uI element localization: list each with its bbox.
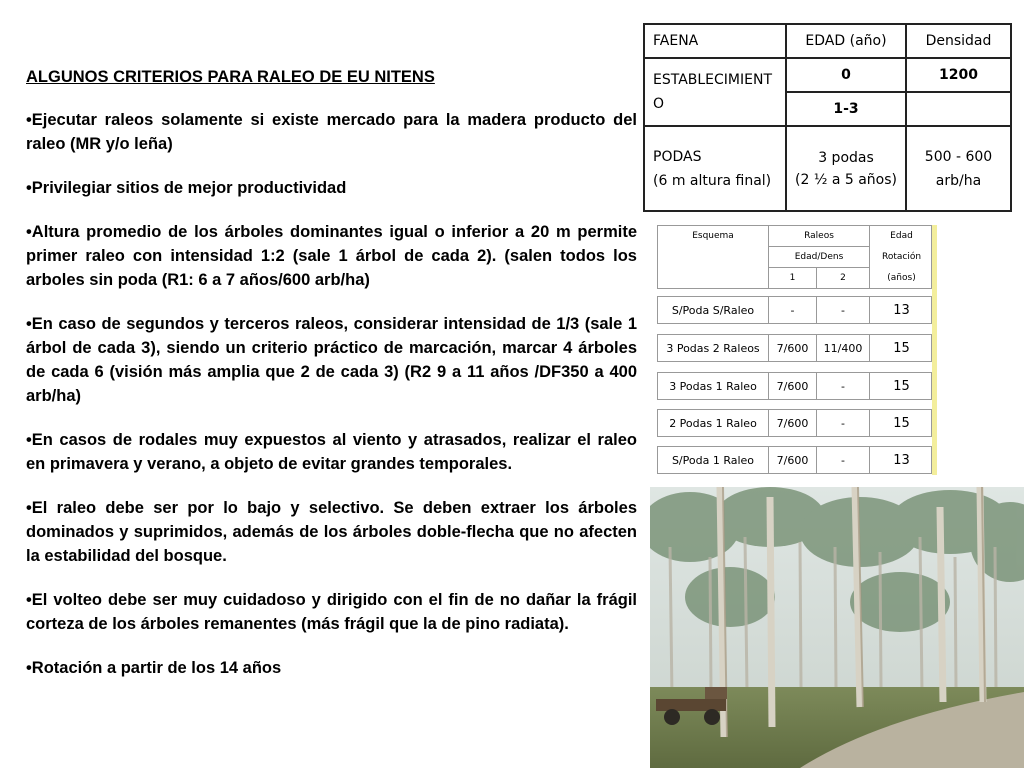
header-edad-dens: Edad/Dens [768,247,869,268]
criteria-bullet: •Altura promedio de los árboles dominantes igual o inferior a 20 m permite primer raleo con intensidad 1:2 (sale 1 árbol de cada 2). (salen todos los arboles sin poda (R1: 6 a 7 años/600 arb/ha) [26,223,637,289]
empty-density-cell [906,92,1011,126]
forest-illustration [650,487,1024,768]
row-raleo-1: 7/600 [768,410,816,436]
header-raleo-1: 1 [768,268,816,288]
eucalyptus-forest-photo [650,487,1024,768]
row-edad: 15 [869,335,933,361]
row-edad: 13 [869,447,933,473]
criteria-bullet: •El raleo debe ser por lo bajo y selectivo. Se deben extraer los árboles dominados y suprimidos, además de los árboles doble-flecha que no afecten la estabilidad del bosque. [26,499,637,565]
row-raleo-2: - [816,410,869,436]
podas-label: PODAS (6 m altura final) [644,126,786,211]
header-densidad: Densidad [906,24,1011,58]
faena-table [643,23,1012,212]
schema-header [657,225,932,289]
header-raleo-2: 2 [816,268,869,288]
row-raleo-1: 7/600 [768,447,816,473]
schema-row [657,296,932,324]
podas-density: 500 - 600 arb/ha [906,126,1011,211]
criteria-bullet: •Rotación a partir de los 14 años [26,659,282,677]
row-edad: 15 [869,373,933,399]
row-raleo-1: 7/600 [768,373,816,399]
header-edad: EDAD (año) [786,24,906,58]
row-esquema: S/Poda 1 Raleo [671,453,755,467]
header-faena: FAENA [644,24,786,58]
criteria-bullet: •En casos de rodales muy expuestos al viento y atrasados, realizar el raleo en primavera y verano, a objeto de evitar grandes temporales. [26,431,637,473]
criteria-bullet: •En caso de segundos y terceros raleos, considerar intensidad de 1/3 (sale 1 árbol de cada 3), siendo un criterio práctico de marcación, marcar 4 árboles de cada 6 (visión más amplia que 2 de cada 3) (R2 9 a 11 años /DF350 a 400 arb/ha) [26,315,637,405]
row-edad: 13 [869,297,933,323]
establecimiento-label: ESTABLECIMIENTO [644,58,786,126]
podas-age: 3 podas (2 ½ a 5 años) [786,126,906,211]
row-esquema: 2 Podas 1 Raleo [669,416,757,430]
criteria-title: ALGUNOS CRITERIOS PARA RALEO DE EU NITENS [26,68,435,86]
establecimiento-density: 1200 [906,58,1011,92]
establecimiento-age-1: 1-3 [786,92,906,126]
establecimiento-age-0: 0 [786,58,906,92]
header-rotacion: Rotación [869,247,933,268]
row-raleo-2: - [816,297,869,323]
row-esquema: 3 Podas 2 Raleos [666,341,760,355]
criteria-bullet: •Ejecutar raleos solamente si existe mercado para la madera producto del raleo (MR y/o leña) [26,111,637,153]
schema-row [657,446,932,474]
schema-row [657,334,932,362]
criteria-text-block [26,66,637,700]
row-raleo-1: - [768,297,816,323]
row-esquema: 3 Podas 1 Raleo [669,379,757,393]
header-raleos: Raleos [768,226,869,247]
row-esquema: S/Poda S/Raleo [671,303,755,317]
row-raleo-1: 7/600 [768,335,816,361]
schema-row [657,372,932,400]
schema-row [657,409,932,437]
header-esquema: Esquema [692,231,734,241]
header-edad-rot: Edad [869,226,933,247]
criteria-bullet: •Privilegiar sitios de mejor productividad [26,179,347,197]
row-raleo-2: 11/400 [816,335,869,361]
row-raleo-2: - [816,447,869,473]
header-anos: (años) [869,268,933,288]
row-edad: 15 [869,410,933,436]
row-raleo-2: - [816,373,869,399]
schema-table [657,225,937,475]
criteria-bullet: •El volteo debe ser muy cuidadoso y dirigido con el fin de no dañar la frágil corteza de los árboles remanentes (más frágil que la de pino radiata). [26,591,637,633]
